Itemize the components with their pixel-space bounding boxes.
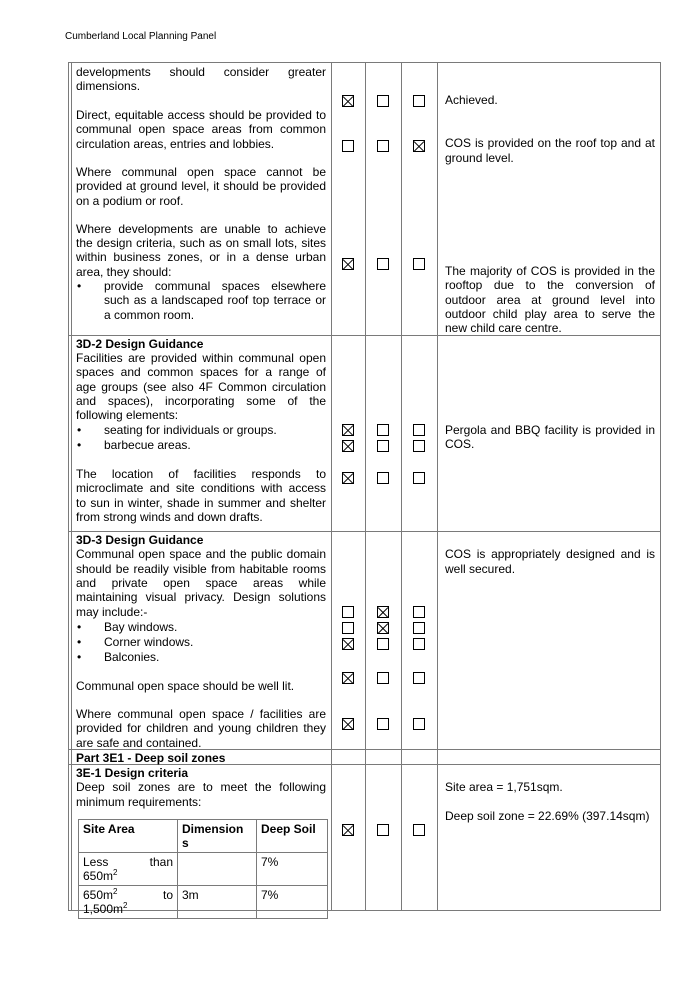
checkbox-no-checked[interactable] [377,622,389,634]
checkbox-no[interactable] [377,472,389,484]
row1-comment: outdoor child play area to serve the [445,307,655,321]
row3-line: maintaining visual privacy. Design solutions [76,590,326,604]
row3-line: and private open space areas while [76,576,326,590]
row1-line: area, they should: [76,265,172,279]
bullet: • [77,620,82,634]
checkbox-na[interactable] [413,824,425,836]
checkbox-yes-checked[interactable] [342,440,354,452]
checkbox-yes-checked[interactable] [342,472,354,484]
bullet: • [77,438,82,452]
table-header: Site Area [79,820,178,853]
row3-line: Corner windows. [104,635,194,649]
row3-line: provided for children and young children they [76,721,326,735]
row2-line: and spaces), incorporating some of the [76,394,326,408]
checkbox-na[interactable] [413,622,425,634]
bullet: • [77,650,82,664]
row1-line: provide communal spaces elsewhere [104,279,326,293]
row2-line: Facilities are provided within communal open [76,351,326,365]
table-header-row [79,820,328,853]
row1-line: Where communal open space cannot be [76,165,326,179]
row1-comment: rooftop due to the conversion of [445,278,655,292]
row1-line: Where developments are unable to achieve [76,222,326,236]
checkbox-na[interactable] [413,95,425,107]
row3-line: Where communal open space / facilities are [76,707,326,721]
row1-line: on a podium or roof. [76,194,184,208]
row4-line: minimum requirements: [76,795,202,809]
row1-line: communal open space areas from common [76,122,326,136]
row3-line: may include:- [76,605,148,619]
checkbox-yes[interactable] [342,622,354,634]
row1-line: dimensions. [76,79,141,93]
row3-line: Bay windows. [104,620,178,634]
row2-line: to sun in winter, shade in summer and shelter [76,496,326,510]
row3-comment: COS is appropriately designed and is [445,547,655,561]
row1-line: a common room. [104,308,195,322]
row2-line: following elements: [76,408,179,422]
checkbox-no[interactable] [377,140,389,152]
checkbox-na[interactable] [413,258,425,270]
table-cell: 7% [257,886,328,919]
table-cell: Less than $650m^2$ [79,853,178,886]
row3-line: should be readily visible from habitable rooms [76,562,326,576]
row4-comment: Site area = 1,751sqm. [445,780,563,794]
table-cell: $650m^2$ to $1,500m^2$ [79,886,178,919]
table-cell: 7% [257,853,328,886]
checkbox-na[interactable] [413,440,425,452]
row3-line: Balconies. [104,650,160,664]
table-row [79,886,328,919]
row2-line: age groups (see also 4F Common circulation [76,380,326,394]
checkbox-na[interactable] [413,638,425,650]
page-header: Cumberland Local Planning Panel [65,31,217,42]
checkbox-no-checked[interactable] [377,606,389,618]
checkbox-no[interactable] [377,258,389,270]
row2-title: 3D-2 Design Guidance [76,337,204,351]
row3-title: 3D-3 Design Guidance [76,533,204,547]
row3-line: Communal open space should be well lit. [76,679,295,693]
deep-soil-table [78,819,328,919]
checkbox-no[interactable] [377,824,389,836]
row1-line: the design criteria, such as on small lots, sites [76,236,326,250]
table-cell: 3m [178,886,257,919]
row4-line: Deep soil zones are to meet the following [76,780,326,794]
row1-line: within business zones, or in a dense urban [76,250,326,264]
row2-comment: COS. [445,437,475,451]
checkbox-na-checked[interactable] [413,140,425,152]
table-header: Deep Soil [257,820,328,853]
bullet: • [77,635,82,649]
checkbox-yes-checked[interactable] [342,824,354,836]
row1-comment: Achieved. [445,93,498,107]
checkbox-yes-checked[interactable] [342,95,354,107]
row2-line: from strong winds and down drafts. [76,510,263,524]
row1-comment: COS is provided on the roof top and at [445,136,655,150]
checkbox-no[interactable] [377,95,389,107]
row1-comment: ground level. [445,151,514,165]
checkbox-yes-checked[interactable] [342,672,354,684]
row4-title: 3E-1 Design criteria [76,766,189,780]
bullet: • [77,423,82,437]
checkbox-no[interactable] [377,424,389,436]
part-heading: Part 3E1 - Deep soil zones [76,751,226,765]
row1-line: circulation areas, entries and lobbies. [76,137,275,151]
row1-comment: new child care centre. [445,321,562,335]
row3-line: are safe and contained. [76,736,202,750]
row2-line: seating for individuals or groups. [104,423,277,437]
checkbox-na[interactable] [413,472,425,484]
checkbox-no[interactable] [377,440,389,452]
checkbox-no[interactable] [377,638,389,650]
checkbox-yes-checked[interactable] [342,258,354,270]
checkbox-na[interactable] [413,606,425,618]
bullet: • [77,279,82,293]
row2-line: The location of facilities responds to [76,467,326,481]
row2-comment: Pergola and BBQ facility is provided in [445,423,655,437]
row1-line: such as a landscaped roof top terrace or [104,293,326,307]
row1-comment: outdoor area at ground level into [445,293,655,307]
row1-comment: The majority of COS is provided in the [445,264,655,278]
table-header: Dimension s [178,820,257,853]
checkbox-na[interactable] [413,424,425,436]
checkbox-no[interactable] [377,718,389,730]
checkbox-yes[interactable] [342,606,354,618]
row2-line: microclimate and site conditions with access [76,481,326,495]
checkbox-no[interactable] [377,672,389,684]
row3-comment: well secured. [445,562,516,576]
row2-line: barbecue areas. [104,438,191,452]
row1-line: provided at ground level, it should be provided [76,179,326,193]
row3-line: Communal open space and the public domain [76,547,326,561]
checkbox-yes[interactable] [342,140,354,152]
table-row [79,853,328,886]
row2-line: spaces and common spaces for a range of [76,365,326,379]
table-cell [178,853,257,886]
checkbox-na[interactable] [413,718,425,730]
checkbox-yes-checked[interactable] [342,638,354,650]
checkbox-yes-checked[interactable] [342,424,354,436]
row1-line: developments should consider greater [76,65,326,79]
row4-comment: Deep soil zone = 22.69% (397.14sqm) [445,809,650,823]
row1-line: Direct, equitable access should be provided to [76,108,326,122]
checkbox-na[interactable] [413,672,425,684]
checkbox-yes-checked[interactable] [342,718,354,730]
